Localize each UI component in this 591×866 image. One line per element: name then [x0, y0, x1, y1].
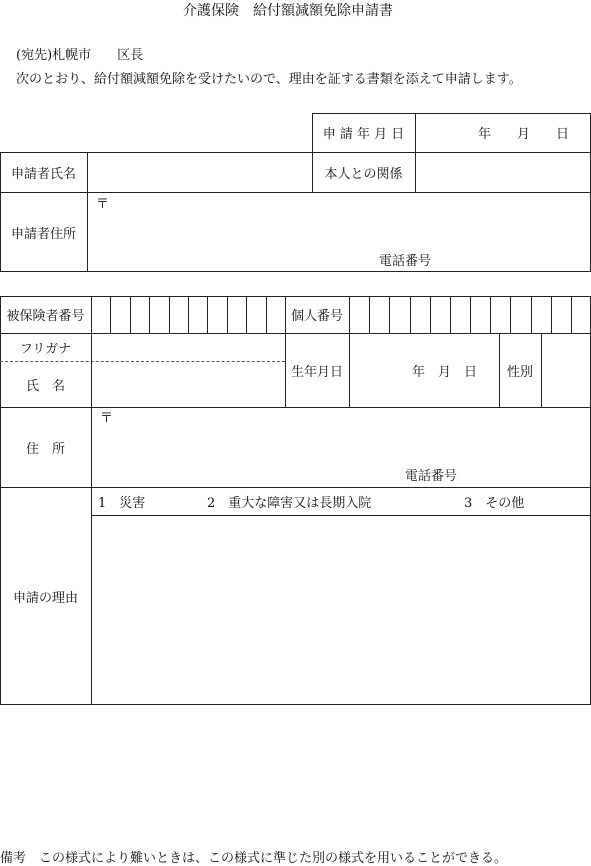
form-title: 介護保険 給付額減額免除申請書: [183, 3, 393, 19]
digit-divider: [188, 296, 189, 333]
furigana-field[interactable]: [92, 334, 284, 360]
digit-divider: [510, 296, 511, 333]
insured-address-label: 住 所: [25, 441, 65, 457]
addressee: (宛先)札幌市 区長: [16, 48, 144, 63]
postal-mark: 〒: [96, 197, 110, 212]
applicant-name-field[interactable]: [88, 153, 312, 191]
digit-divider: [149, 296, 150, 333]
birth-date-label: 生年月日: [290, 364, 343, 380]
note-text: 備考 この様式により難いときは、この様式に準じた別の様式を用いることができる。: [0, 851, 508, 866]
reason-option-disaster[interactable]: 1 災害: [98, 496, 146, 511]
applicant-name-label: 申請者氏名: [10, 166, 76, 182]
digit-divider: [110, 296, 111, 333]
applicant-address-field[interactable]: [88, 212, 588, 270]
digit-divider: [490, 296, 491, 333]
insured-number-label: 被保険者番号: [6, 309, 85, 324]
personal-number-label: 個人番号: [290, 309, 343, 324]
digit-divider: [571, 296, 572, 333]
reason-option-other[interactable]: 3 その他: [464, 496, 525, 511]
sex-label: 性別: [506, 364, 533, 380]
insured-address-field[interactable]: [92, 428, 588, 485]
digit-divider: [410, 296, 411, 333]
reason-option-illness[interactable]: 2 重大な障害又は長期入院: [207, 496, 372, 511]
digit-divider: [369, 296, 370, 333]
digit-divider: [130, 296, 131, 333]
digit-divider: [266, 296, 267, 333]
digit-divider: [389, 296, 390, 333]
insured-phone-label: 電話番号: [405, 469, 458, 484]
digit-divider: [169, 296, 170, 333]
digit-divider: [207, 296, 208, 333]
reason-label: 申請の理由: [12, 590, 78, 606]
intro-text: 次のとおり、給付額減額免除を受けたいので、理由を証する書類を添えて申請します。: [16, 72, 522, 87]
applicant-phone-label: 電話番号: [379, 254, 432, 269]
relation-field[interactable]: [416, 153, 591, 191]
reason-detail-field[interactable]: [92, 516, 589, 704]
furigana-label: フリガナ: [19, 341, 72, 357]
birth-date-field[interactable]: 年 月 日: [411, 364, 477, 380]
digit-divider: [531, 296, 532, 333]
application-date-field[interactable]: 年 月 日: [477, 127, 569, 142]
insured-name-field[interactable]: [92, 363, 284, 406]
postal-mark-insured: 〒: [100, 411, 114, 426]
digit-divider: [227, 296, 228, 333]
digit-divider: [430, 296, 431, 333]
digit-divider: [470, 296, 471, 333]
digit-divider: [246, 296, 247, 333]
sex-field[interactable]: [542, 334, 590, 406]
digit-divider: [551, 296, 552, 333]
applicant-address-label: 申請者住所: [10, 226, 76, 242]
application-date-label: 申 請 年 月 日: [322, 127, 405, 142]
insured-name-label: 氏 名: [25, 379, 65, 394]
relation-label: 本人との関係: [324, 166, 403, 182]
digit-divider: [450, 296, 451, 333]
